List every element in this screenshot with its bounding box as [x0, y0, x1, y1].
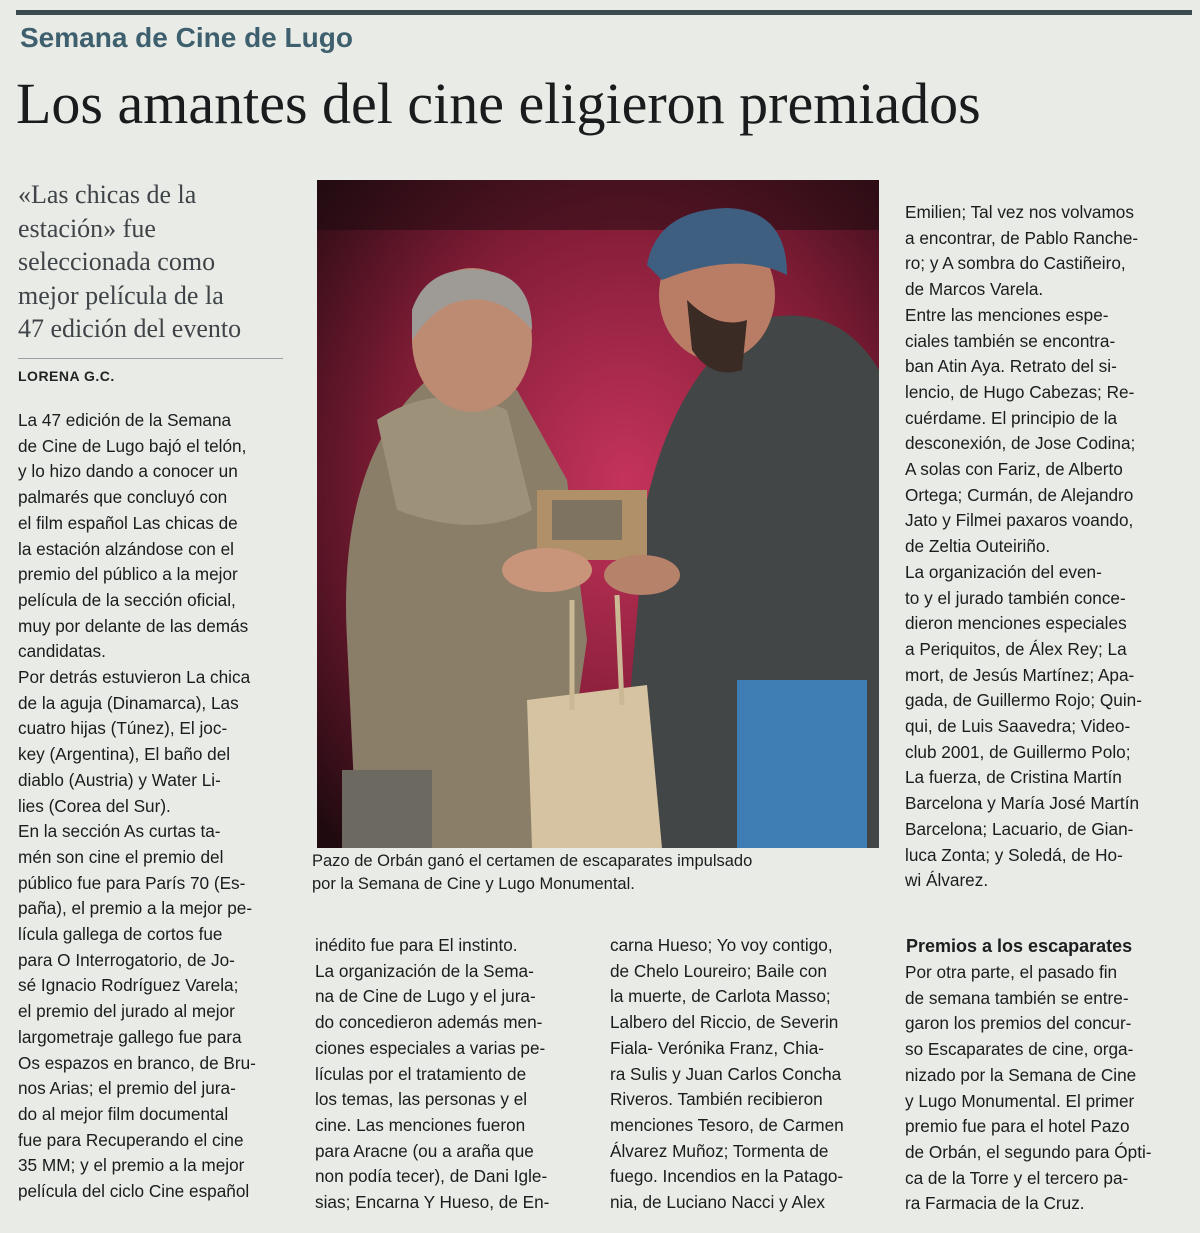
- text-line: La organización del even-: [905, 561, 1102, 582]
- text-line: mén son cine el premio del: [18, 846, 224, 867]
- text-line: diablo (Austria) y Water Li-: [18, 769, 221, 790]
- body-column-2: [315, 933, 585, 1216]
- text-line: el film español Las chicas de: [18, 512, 238, 533]
- text-line: muy por delante de las demás: [18, 615, 249, 636]
- subhead-line: 47 edición del evento: [18, 314, 242, 343]
- body-column-4b: [905, 960, 1180, 1217]
- text-line: 35 MM; y el premio a la mejor: [18, 1155, 245, 1176]
- body-column-3: [610, 933, 882, 1216]
- text-line: sias; Encarna Y Hueso, de En-: [315, 1192, 550, 1213]
- subheading-escaparates: Premios a los escaparates: [906, 936, 1133, 956]
- text-line: ban Atin Aya. Retrato del si-: [905, 356, 1117, 377]
- text-line: Barcelona y María José Martín: [905, 793, 1140, 814]
- text-line: Riveros. También recibieron: [610, 1089, 823, 1110]
- text-line: carna Hueso; Yo voy contigo,: [610, 935, 833, 955]
- text-line: de Marcos Varela.: [905, 279, 1044, 300]
- text-line: garon los premios del concur-: [905, 1013, 1132, 1034]
- text-line: premio fue para el hotel Pazo: [905, 1116, 1130, 1137]
- text-line: Por detrás estuvieron La chica: [18, 667, 251, 688]
- text-line: palmarés que concluyó con: [18, 487, 228, 508]
- subhead-line: estación» fue: [18, 213, 156, 243]
- text-line: película de la sección oficial,: [18, 589, 236, 610]
- photo-award-handover: [317, 180, 879, 848]
- subhead-line: seleccionada como: [18, 247, 216, 276]
- text-line: na de Cine de Lugo y el jura-: [315, 986, 536, 1007]
- text-line: menciones Tesoro, de Carmen: [610, 1114, 844, 1135]
- text-line: Entre las menciones espe-: [905, 304, 1109, 325]
- text-line: Os espazos en branco, de Bru-: [18, 1052, 256, 1073]
- text-line: Fiala- Verónika Franz, Chia-: [610, 1037, 824, 1058]
- text-line: fue para Recuperando el cine: [18, 1129, 244, 1150]
- text-line: para Aracne (ou a araña que: [315, 1140, 534, 1161]
- caption-line: Pazo de Orbán ganó el certamen de escaparates impulsado: [312, 852, 753, 870]
- text-line: ra Sulis y Juan Carlos Concha: [610, 1063, 842, 1084]
- text-line: la muerte, de Carlota Masso;: [610, 986, 831, 1007]
- top-rule: [16, 10, 1192, 15]
- text-line: to y el jurado también conce-: [905, 587, 1126, 608]
- text-line: do al mejor film documental: [18, 1103, 229, 1124]
- text-line: Por otra parte, el pasado fin: [905, 962, 1118, 982]
- text-line: de la aguja (Dinamarca), Las: [18, 692, 239, 713]
- text-line: mort, de Jesús Martínez; Apa-: [905, 664, 1135, 685]
- text-line: cuérdame. El principio de la: [905, 407, 1118, 428]
- text-line: a encontrar, de Pablo Ranche-: [905, 227, 1139, 248]
- text-line: cine. Las menciones fueron: [315, 1114, 526, 1135]
- text-line: Barcelona; Lacuario, de Gian-: [905, 818, 1134, 839]
- text-line: de Orbán, el segundo para Ópti-: [905, 1141, 1152, 1162]
- text-line: inédito fue para El instinto.: [315, 935, 518, 955]
- text-line: luca Zonta; y Soledá, de Ho-: [905, 844, 1123, 865]
- text-line: lícula gallega de cortos fue: [18, 924, 223, 945]
- text-line: sé Ignacio Rodríguez Varela;: [18, 975, 239, 996]
- subhead: [18, 178, 298, 346]
- text-line: ciales también se encontra-: [905, 330, 1116, 351]
- text-line: fuego. Incendios en la Patago-: [610, 1166, 844, 1187]
- text-line: La organización de la Sema-: [315, 960, 534, 981]
- text-line: A solas con Fariz, de Alberto: [905, 459, 1123, 480]
- text-line: película del ciclo Cine español: [18, 1181, 250, 1202]
- body-column-4: [905, 200, 1180, 894]
- headline: Los amantes del cine eligieron premiados: [16, 71, 981, 136]
- photo-caption: [312, 850, 887, 896]
- text-line: de Chelo Loureiro; Baile con: [610, 960, 827, 981]
- text-line: los temas, las personas y el: [315, 1089, 528, 1110]
- text-line: ciones especiales a varias pe-: [315, 1037, 546, 1058]
- text-line: gada, de Guillermo Rojo; Quin-: [905, 690, 1142, 711]
- article-photo: [317, 180, 879, 848]
- text-line: candidatas.: [18, 641, 106, 662]
- text-line: key (Argentina), El baño del: [18, 744, 231, 765]
- text-line: Jato y Filmei paxaros voando,: [905, 510, 1134, 531]
- text-line: la estación alzándose con el: [18, 538, 234, 559]
- text-line: a Periquitos, de Álex Rey; La: [905, 638, 1127, 659]
- text-line: cuatro hijas (Túnez), El joc-: [18, 718, 228, 739]
- text-line: largometraje gallego fue para: [18, 1026, 242, 1047]
- text-line: el premio del jurado al mejor: [18, 1001, 235, 1022]
- text-line: La fuerza, de Cristina Martín: [905, 767, 1122, 788]
- text-line: para O Interrogatorio, de Jo-: [18, 949, 235, 970]
- text-line: y Lugo Monumental. El primer: [905, 1090, 1135, 1111]
- text-line: do concedieron además men-: [315, 1012, 543, 1033]
- byline-rule: [18, 358, 283, 359]
- text-line: so Escaparates de cine, orga-: [905, 1039, 1134, 1060]
- caption-line: por la Semana de Cine y Lugo Monumental.: [312, 875, 635, 893]
- text-line: qui, de Luis Saavedra; Video-: [905, 716, 1131, 737]
- text-line: La 47 edición de la Semana: [18, 410, 232, 430]
- text-line: Álvarez Muñoz; Tormenta de: [610, 1140, 829, 1161]
- text-line: Ortega; Curmán, de Alejandro: [905, 484, 1134, 505]
- text-line: En la sección As curtas ta-: [18, 821, 221, 842]
- text-line: lencio, de Hugo Cabezas; Re-: [905, 381, 1135, 402]
- text-line: público fue para París 70 (Es-: [18, 872, 246, 893]
- text-line: de semana también se entre-: [905, 987, 1129, 1008]
- section-label: Semana de Cine de Lugo: [20, 22, 353, 53]
- text-line: non podía tecer), de Dani Igle-: [315, 1166, 548, 1187]
- byline: LORENA G.C.: [18, 368, 115, 384]
- text-line: nos Arias; el premio del jura-: [18, 1078, 236, 1099]
- text-line: desconexión, de Jose Codina;: [905, 433, 1136, 454]
- text-line: wi Álvarez.: [905, 870, 989, 891]
- text-line: ra Farmacia de la Cruz.: [905, 1193, 1085, 1214]
- text-line: club 2001, de Guillermo Polo;: [905, 741, 1131, 762]
- text-line: y lo hizo dando a conocer un: [18, 461, 238, 482]
- text-line: lículas por el tratamiento de: [315, 1063, 527, 1084]
- text-line: nia, de Luciano Nacci y Alex: [610, 1192, 825, 1213]
- text-line: de Zeltia Outeiriño.: [905, 536, 1051, 557]
- body-column-1: [18, 408, 290, 1205]
- text-line: premio del público a la mejor: [18, 564, 238, 585]
- text-line: nizado por la Semana de Cine: [905, 1064, 1137, 1085]
- text-line: ro; y A sombra do Castiñeiro,: [905, 253, 1126, 274]
- text-line: lies (Corea del Sur).: [18, 795, 171, 816]
- text-line: de Cine de Lugo bajó el telón,: [18, 435, 247, 456]
- subhead-line: mejor película de la: [18, 280, 224, 310]
- text-line: dieron menciones especiales: [905, 613, 1127, 634]
- text-line: Lalbero del Riccio, de Severin: [610, 1012, 839, 1033]
- subhead-line: «Las chicas de la: [18, 180, 197, 209]
- text-line: paña), el premio a la mejor pe-: [18, 898, 253, 919]
- text-line: ca de la Torre y el tercero pa-: [905, 1167, 1129, 1188]
- text-line: Emilien; Tal vez nos volvamos: [905, 202, 1134, 222]
